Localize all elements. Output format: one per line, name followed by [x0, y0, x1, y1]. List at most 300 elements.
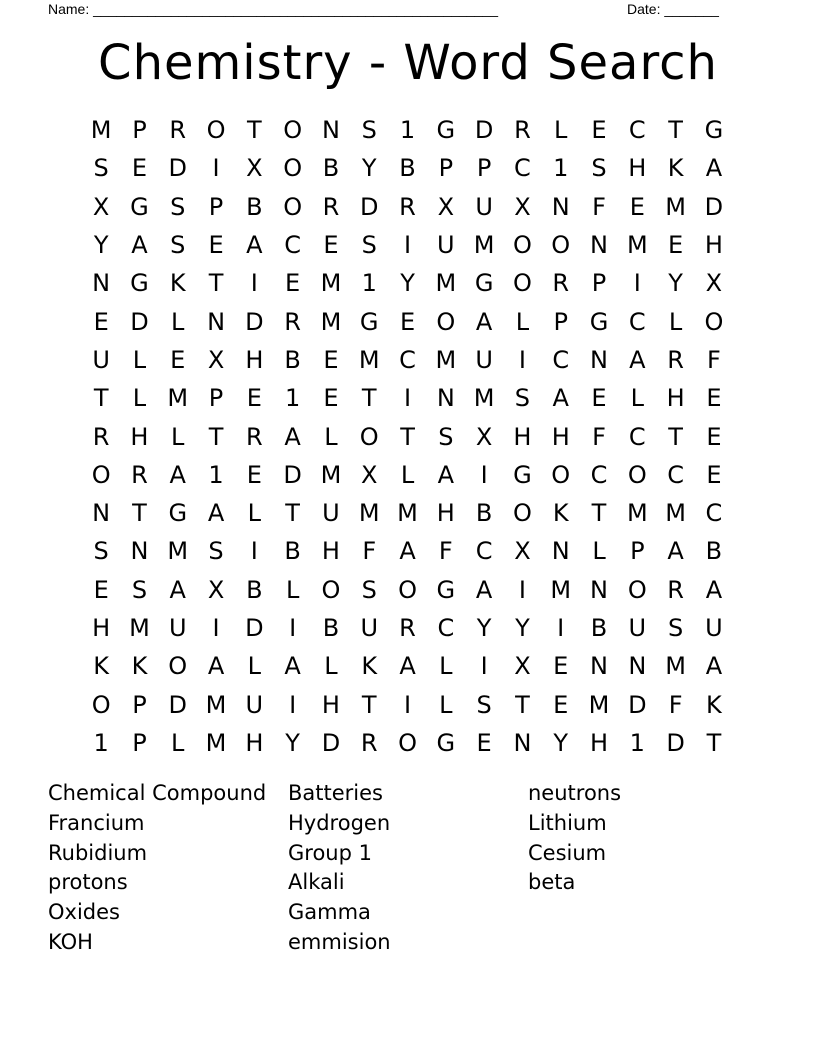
grid-cell: D [245, 614, 264, 642]
grid-cell: A [552, 384, 569, 413]
grid-cell: U [322, 499, 340, 528]
grid-cell: C [628, 307, 646, 336]
grid-cell: G [168, 499, 188, 528]
grid-cell: M [665, 499, 686, 528]
page-title: Chemistry - Word Search [98, 35, 718, 91]
grid-cell: S [131, 575, 148, 604]
grid-cell: M [90, 116, 112, 145]
word-list-item: Group 1 [288, 840, 372, 865]
grid-cell: A [207, 652, 225, 681]
grid-cell: S [361, 575, 377, 604]
grid-cell: P [591, 269, 607, 298]
grid-cell: F [362, 537, 377, 566]
grid-cell: U [628, 614, 647, 642]
grid-cell: O [512, 269, 532, 298]
word-list-item: Alkali [288, 870, 345, 895]
grid-cell: 1 [361, 269, 377, 298]
grid-cell: S [208, 537, 224, 566]
grid-cell: O [627, 575, 647, 604]
grid-cell: L [515, 307, 530, 336]
grid-cell: L [132, 345, 147, 374]
grid-cell: D [474, 116, 494, 145]
grid-cell: M [205, 690, 227, 719]
grid-cell: 1 [553, 154, 569, 183]
grid-cell: L [171, 307, 185, 336]
grid-cell: R [667, 575, 684, 604]
grid-cell: E [591, 116, 607, 145]
grid-cell: I [289, 614, 297, 642]
grid-cell: N [513, 728, 532, 757]
grid-cell: D [168, 154, 187, 183]
grid-cell: S [170, 231, 186, 260]
grid-cell: B [284, 345, 301, 374]
grid-cell: K [169, 269, 186, 298]
grid-cell: C [705, 499, 723, 528]
grid-cell: L [324, 652, 338, 681]
grid-cell: R [92, 422, 110, 451]
grid-cell: X [514, 537, 531, 566]
grid-cell: S [438, 422, 454, 451]
grid-cell: I [250, 537, 258, 566]
grid-cell: L [132, 384, 147, 413]
grid-cell: L [324, 422, 338, 451]
grid-cell: M [435, 345, 457, 374]
grid-cell: U [475, 345, 493, 374]
name-field: Name: ____________________________________________________ [48, 1, 499, 17]
grid-cell: I [480, 460, 488, 489]
grid-cell: S [93, 154, 109, 183]
grid-cell: A [284, 422, 301, 451]
grid-cell: G [130, 192, 149, 221]
grid-cell: G [436, 116, 456, 145]
grid-cell: O [321, 575, 341, 604]
grid-cell: B [246, 192, 263, 221]
grid-cell: F [592, 192, 606, 221]
grid-cell: O [283, 116, 303, 145]
grid-cell: D [245, 307, 264, 336]
grid-cell: P [132, 728, 147, 757]
grid-cell: O [398, 728, 417, 757]
grid-cell: R [552, 269, 570, 298]
grid-cell: A [131, 231, 148, 260]
word-list-item: KOH [48, 929, 93, 954]
grid-cell: H [92, 614, 111, 642]
word-search-grid [82, 111, 733, 762]
grid-cell: T [247, 116, 262, 145]
grid-cell: L [247, 652, 262, 681]
grid-cell: R [667, 345, 684, 374]
grid-cell: L [285, 575, 300, 604]
grid-cell: 1 [399, 116, 416, 145]
grid-cell: S [361, 116, 377, 145]
grid-cell: M [320, 269, 342, 298]
grid-cell: B [475, 499, 493, 528]
grid-cell: E [323, 384, 339, 413]
grid-cell: D [359, 192, 379, 221]
grid-cell: E [246, 460, 262, 489]
grid-cell: L [247, 499, 262, 528]
grid-cell: 1 [93, 728, 109, 757]
grid-cell: Y [515, 614, 530, 642]
grid-cell: O [704, 307, 724, 336]
grid-cell: U [360, 614, 379, 642]
grid-cell: C [590, 460, 608, 489]
grid-cell: O [359, 422, 379, 451]
grid-cell: E [399, 307, 416, 336]
grid-cell: E [553, 690, 569, 719]
grid-cell: B [399, 154, 416, 183]
grid-cell: R [322, 192, 340, 221]
grid-cell: N [590, 345, 608, 374]
grid-cell: T [706, 728, 722, 757]
grid-cell: L [400, 460, 415, 489]
grid-cell: T [132, 499, 147, 528]
word-list [48, 779, 768, 958]
grid-cell: G [474, 269, 494, 298]
grid-cell: O [91, 690, 111, 719]
grid-cell: 1 [629, 728, 645, 757]
grid-cell: A [667, 537, 684, 566]
grid-cell: E [323, 345, 339, 374]
grid-cell: D [666, 728, 685, 757]
grid-cell: C [552, 345, 570, 374]
grid-cell: A [629, 345, 646, 374]
grid-cell: X [475, 422, 493, 451]
grid-cell: P [438, 154, 454, 183]
grid-cell: S [476, 690, 492, 719]
grid-cell: B [322, 614, 340, 642]
grid-cell: R [245, 422, 263, 451]
grid-cell: E [553, 652, 569, 681]
grid-cell: N [321, 116, 340, 145]
grid-cell: O [398, 575, 417, 604]
grid-cell: B [705, 537, 723, 566]
grid-cell: 1 [208, 460, 224, 489]
grid-cell: F [438, 537, 453, 566]
grid-cell: A [437, 460, 455, 489]
grid-cell: C [475, 537, 493, 566]
grid-cell: H [666, 384, 685, 413]
grid-cell: N [207, 307, 226, 336]
grid-cell: I [289, 690, 297, 719]
grid-cell: N [628, 652, 647, 681]
grid-cell: Y [553, 728, 569, 757]
grid-cell: X [437, 192, 455, 221]
word-list-item: Chemical Compound [48, 781, 267, 805]
grid-cell: O [283, 192, 303, 221]
grid-cell: S [514, 384, 531, 413]
grid-cell: M [473, 384, 495, 413]
grid-cell: 1 [284, 384, 301, 413]
grid-cell: X [207, 345, 225, 374]
grid-cell: G [513, 460, 532, 489]
grid-cell: N [551, 192, 570, 221]
grid-cell: A [399, 652, 416, 681]
grid-cell: T [208, 269, 224, 298]
grid-cell: R [284, 307, 301, 336]
grid-cell: N [436, 384, 455, 413]
grid-cell: D [321, 728, 341, 757]
grid-cell: I [518, 575, 526, 604]
grid-cell: M [435, 269, 457, 298]
grid-cell: H [130, 422, 149, 451]
grid-cell: P [630, 537, 645, 566]
grid-cell: I [403, 231, 412, 260]
grid-cell: N [92, 499, 111, 528]
grid-cell: R [169, 116, 187, 145]
grid-cell: G [589, 307, 609, 336]
word-list-item: Batteries [288, 781, 383, 805]
grid-cell: L [439, 690, 453, 719]
grid-cell: O [512, 499, 532, 528]
grid-cell: X [246, 154, 263, 183]
grid-cell: K [93, 652, 110, 681]
grid-cell: Y [285, 728, 300, 757]
grid-cell: C [628, 116, 646, 145]
grid-cell: C [284, 231, 302, 260]
grid-cell: M [397, 499, 418, 528]
grid-cell: S [93, 537, 109, 566]
grid-cell: C [399, 345, 416, 374]
grid-cell: E [476, 728, 492, 757]
grid-cell: D [283, 460, 302, 489]
grid-cell: O [91, 460, 111, 489]
grid-cell: L [668, 307, 683, 336]
grid-cell: U [245, 690, 264, 719]
grid-cell: G [436, 728, 456, 757]
grid-cell: C [514, 154, 531, 183]
grid-cell: P [132, 690, 147, 719]
grid-cell: B [246, 575, 263, 604]
word-list-item: beta [528, 870, 576, 895]
grid-cell: I [250, 269, 258, 298]
grid-cell: O [551, 460, 571, 489]
grid-cell: X [361, 460, 378, 489]
grid-cell: M [665, 192, 686, 221]
grid-cell: Y [93, 231, 109, 260]
grid-cell: P [476, 154, 492, 183]
grid-cell: G [436, 575, 456, 604]
word-list-item: neutrons [528, 781, 622, 805]
grid-cell: L [554, 116, 568, 145]
grid-cell: T [361, 690, 377, 719]
grid-cell: A [284, 652, 301, 681]
grid-cell: M [626, 499, 648, 528]
grid-cell: E [323, 231, 339, 260]
grid-cell: P [208, 192, 224, 221]
grid-cell: N [92, 269, 111, 298]
grid-cell: K [667, 154, 684, 183]
grid-cell: P [208, 384, 224, 413]
grid-cell: U [92, 345, 110, 374]
grid-cell: M [358, 499, 380, 528]
grid-cell: T [208, 422, 224, 451]
grid-cell: N [551, 537, 570, 566]
grid-cell: K [552, 499, 569, 528]
grid-cell: B [284, 537, 301, 566]
date-field: Date: _______ [627, 1, 719, 17]
grid-cell: A [169, 460, 186, 489]
grid-cell: N [590, 231, 608, 260]
worksheet-header [0, 0, 816, 20]
grid-cell: F [592, 422, 606, 451]
grid-cell: M [550, 575, 572, 604]
grid-cell: S [361, 231, 377, 260]
grid-cell: G [359, 307, 379, 336]
grid-cell: H [245, 728, 264, 757]
grid-cell: H [704, 231, 723, 260]
word-list-item: Hydrogen [288, 810, 391, 835]
grid-cell: X [514, 192, 531, 221]
grid-cell: G [704, 116, 724, 145]
grid-cell: E [170, 345, 186, 374]
grid-cell: O [512, 231, 532, 260]
grid-cell: A [169, 575, 186, 604]
grid-cell: O [168, 652, 188, 681]
grid-cell: A [246, 231, 263, 260]
grid-cell: U [168, 614, 187, 642]
grid-cell: T [93, 384, 109, 413]
grid-cell: E [131, 154, 148, 183]
grid-cell: E [246, 384, 262, 413]
grid-cell: Y [361, 154, 377, 183]
grid-cell: X [514, 652, 531, 681]
grid-cell: T [361, 384, 377, 413]
grid-cell: T [591, 499, 607, 528]
grid-cell: L [171, 422, 185, 451]
grid-cell: M [358, 345, 380, 374]
grid-cell: I [212, 154, 220, 183]
grid-cell: L [592, 537, 606, 566]
grid-cell: H [436, 499, 455, 528]
grid-cell: C [667, 460, 684, 489]
grid-cell: H [628, 154, 647, 183]
word-list-item: Rubidium [48, 840, 148, 865]
word-list-item: Lithium [528, 810, 607, 835]
grid-cell: I [480, 652, 488, 681]
grid-cell: H [513, 422, 532, 451]
grid-cell: A [705, 154, 723, 183]
grid-cell: I [403, 690, 412, 719]
grid-cell: E [208, 231, 224, 260]
grid-cell: S [591, 154, 607, 183]
grid-cell: E [629, 192, 645, 221]
grid-cell: E [93, 307, 109, 336]
grid-cell: Y [668, 269, 683, 298]
grid-cell: K [131, 652, 148, 681]
grid-cell: G [130, 269, 149, 298]
grid-cell: U [705, 614, 723, 642]
grid-cell: E [706, 422, 722, 451]
grid-cell: T [668, 116, 683, 145]
grid-cell: I [403, 384, 412, 413]
grid-cell: X [207, 575, 225, 604]
word-list-item: protons [48, 870, 128, 895]
word-list-item: Francium [48, 810, 145, 835]
grid-cell: C [437, 614, 455, 642]
grid-cell: N [590, 652, 608, 681]
grid-cell: H [589, 728, 609, 757]
grid-cell: M [167, 537, 189, 566]
grid-cell: U [437, 231, 455, 260]
grid-cell: H [551, 422, 570, 451]
grid-cell: O [436, 307, 456, 336]
grid-cell: Y [400, 269, 415, 298]
grid-cell: N [590, 575, 608, 604]
grid-cell: I [518, 345, 526, 374]
grid-cell: P [132, 116, 147, 145]
grid-cell: O [206, 116, 226, 145]
grid-cell: S [667, 614, 684, 642]
grid-cell: P [553, 307, 568, 336]
word-list-item: Gamma [288, 900, 371, 925]
grid-cell: R [399, 192, 416, 221]
grid-cell: E [706, 460, 722, 489]
grid-cell: D [168, 690, 187, 719]
grid-cell: B [322, 154, 340, 183]
grid-cell: E [93, 575, 109, 604]
word-list-item: emmision [288, 929, 391, 954]
grid-cell: H [245, 345, 264, 374]
grid-cell: I [212, 614, 220, 642]
grid-cell: F [668, 690, 683, 719]
grid-cell: M [205, 728, 227, 757]
grid-cell: L [439, 652, 453, 681]
word-list-item: Oxides [48, 900, 120, 925]
grid-cell: R [360, 728, 378, 757]
grid-cell: I [557, 614, 565, 642]
grid-cell: O [551, 231, 571, 260]
grid-cell: E [285, 269, 301, 298]
grid-cell: M [129, 614, 150, 642]
grid-cell: K [706, 690, 722, 719]
grid-cell: L [171, 728, 185, 757]
grid-cell: M [588, 690, 610, 719]
grid-cell: K [361, 652, 378, 681]
grid-cell: O [283, 154, 303, 183]
grid-cell: T [400, 422, 415, 451]
grid-cell: R [514, 116, 531, 145]
grid-cell: A [475, 307, 493, 336]
grid-cell: O [627, 460, 647, 489]
grid-cell: T [285, 499, 300, 528]
grid-cell: D [130, 307, 149, 336]
grid-cell: Y [476, 614, 492, 642]
grid-cell: M [473, 231, 495, 260]
grid-cell: M [320, 307, 342, 336]
grid-cell: L [630, 384, 644, 413]
grid-cell: E [706, 384, 722, 413]
grid-cell: I [633, 269, 641, 298]
grid-cell: T [668, 422, 683, 451]
grid-cell: U [475, 192, 493, 221]
grid-cell: M [626, 231, 648, 260]
grid-cell: R [399, 614, 416, 642]
grid-cell: X [705, 269, 723, 298]
grid-cell: E [668, 231, 684, 260]
grid-cell: F [706, 345, 721, 374]
grid-cell: A [705, 575, 723, 604]
grid-cell: E [591, 384, 607, 413]
grid-cell: R [131, 460, 148, 489]
grid-cell: H [321, 537, 340, 566]
word-list-item: Cesium [528, 840, 607, 865]
grid-cell: D [628, 690, 647, 719]
grid-cell: T [515, 690, 530, 719]
grid-cell: D [704, 192, 724, 221]
grid-cell: M [320, 460, 342, 489]
grid-cell: B [590, 614, 608, 642]
